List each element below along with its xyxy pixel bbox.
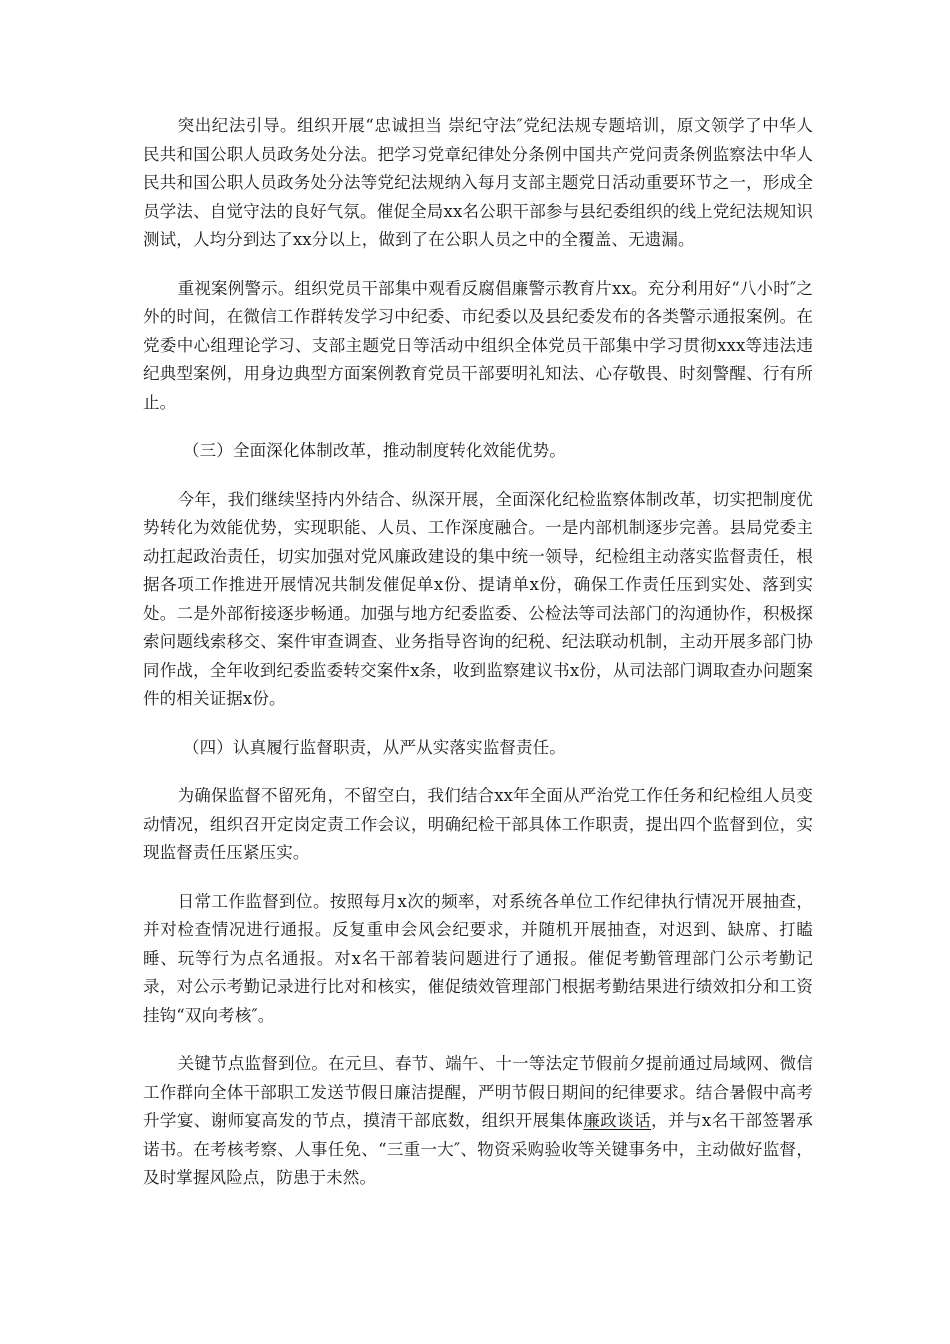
paragraph-key-node-supervision [143,1050,813,1193]
key-node-text-before: 关键节点监督到位。在元旦、春节、端午、十一等法定节假前夕提前通过局域网、微信工作群向全体干部职工发送节假日廉洁提醒，严明节假日期间的纪律要求。结合暑假中高考升学宴、谢师宴高发的节点，摸清干部底数，组织开展集体 [143,1054,813,1130]
underlined-term: 廉政谈话 [583,1111,652,1130]
paragraph-daily-supervision: 日常工作监督到位。按照每月x次的频率，对系统各单位工作纪律执行情况开展抽查，并对检查情况进行通报。反复重申会风会纪要求，并随机开展抽查，对迟到、缺席、打瞌睡、玩等行为点名通报。对x名干部着装问题进行了通报。催促考勤管理部门公示考勤记录，对公示考勤记录进行比对和核实，催促绩效管理部门根据考勤结果进行绩效扣分和工资挂钩“双向考核″。 [143,891,813,1025]
paragraph-legal-guidance: 突出纪法引导。组织开展“忠诚担当 崇纪守法″党纪法规专题培训，原文领学了中华人民共和国公职人员政务处分法。把学习党章纪律处分条例中国共产党问责条例监察法中华人民共和国公职人员政务处分法等党纪法规纳入每月支部主题党日活动重要环节之一，形成全员学法、自觉守法的良好气氛。催促全局xx名公职干部参与县纪委组织的线上党纪法规知识测试，人均分到达了xx分以上，做到了在公职人员之中的全覆盖、无遗漏。 [143,116,813,249]
paragraph-case-warning: 重视案例警示。组织党员干部集中观看反腐倡廉警示教育片xx。充分利用好“八小时″之外的时间，在微信工作群转发学习中纪委、市纪委以及县纪委发布的各类警示通报案例。在党委中心组理论学习、支部主题党日等活动中组织全体党员干部集中学习贯彻xxx等违法违纪典型案例，用身边典型方面案例教育党员干部要明礼知法、心存敬畏、时刻警醒、行有所止。 [143,278,813,412]
paragraph-supervision-intro: 为确保监督不留死角，不留空白，我们结合xx年全面从严治党工作任务和纪检组人员变动情况，组织召开定岗定责工作会议，明确纪检干部具体工作职责，提出四个监督到位，实现监督责任压紧压实。 [143,786,813,862]
paragraph-system-reform: 今年，我们继续坚持内外结合、纵深开展，全面深化纪检监察体制改革，切实把制度优势转化为效能优势，实现职能、人员、工作深度融合。一是内部机制逐步完善。县局党委主动扛起政治责任，切实加强对党风廉政建设的集中统一领导，纪检组主动落实监督责任，根据各项工作推进开展情况共制发催促单x份、提请单x份，确保工作责任压到实处、落到实处。二是外部衔接逐步畅通。加强与地方纪委监委、公检法等司法部门的沟通协作，积极探索问题线索移交、案件审查调查、业务指导咨询的纪税、纪法联动机制，主动开展多部门协同作战，全年收到纪委监委转交案件x条，收到监察建议书x份，从司法部门调取查办问题案件的相关证据x份。 [143,489,813,708]
section-heading-3: （三）全面深化体制改革，推动制度转化效能优势。 [183,441,566,460]
key-node-text-after: ，并与x名干部签署承诺书。在考核考察、人事任免、“三重一大″、物资采购验收等关键事务中，主动做好监督，及时掌握风险点，防患于未然。 [143,1111,813,1187]
section-heading-4: （四）认真履行监督职责，从严从实落实监督责任。 [183,737,566,757]
document-body [143,112,813,1213]
